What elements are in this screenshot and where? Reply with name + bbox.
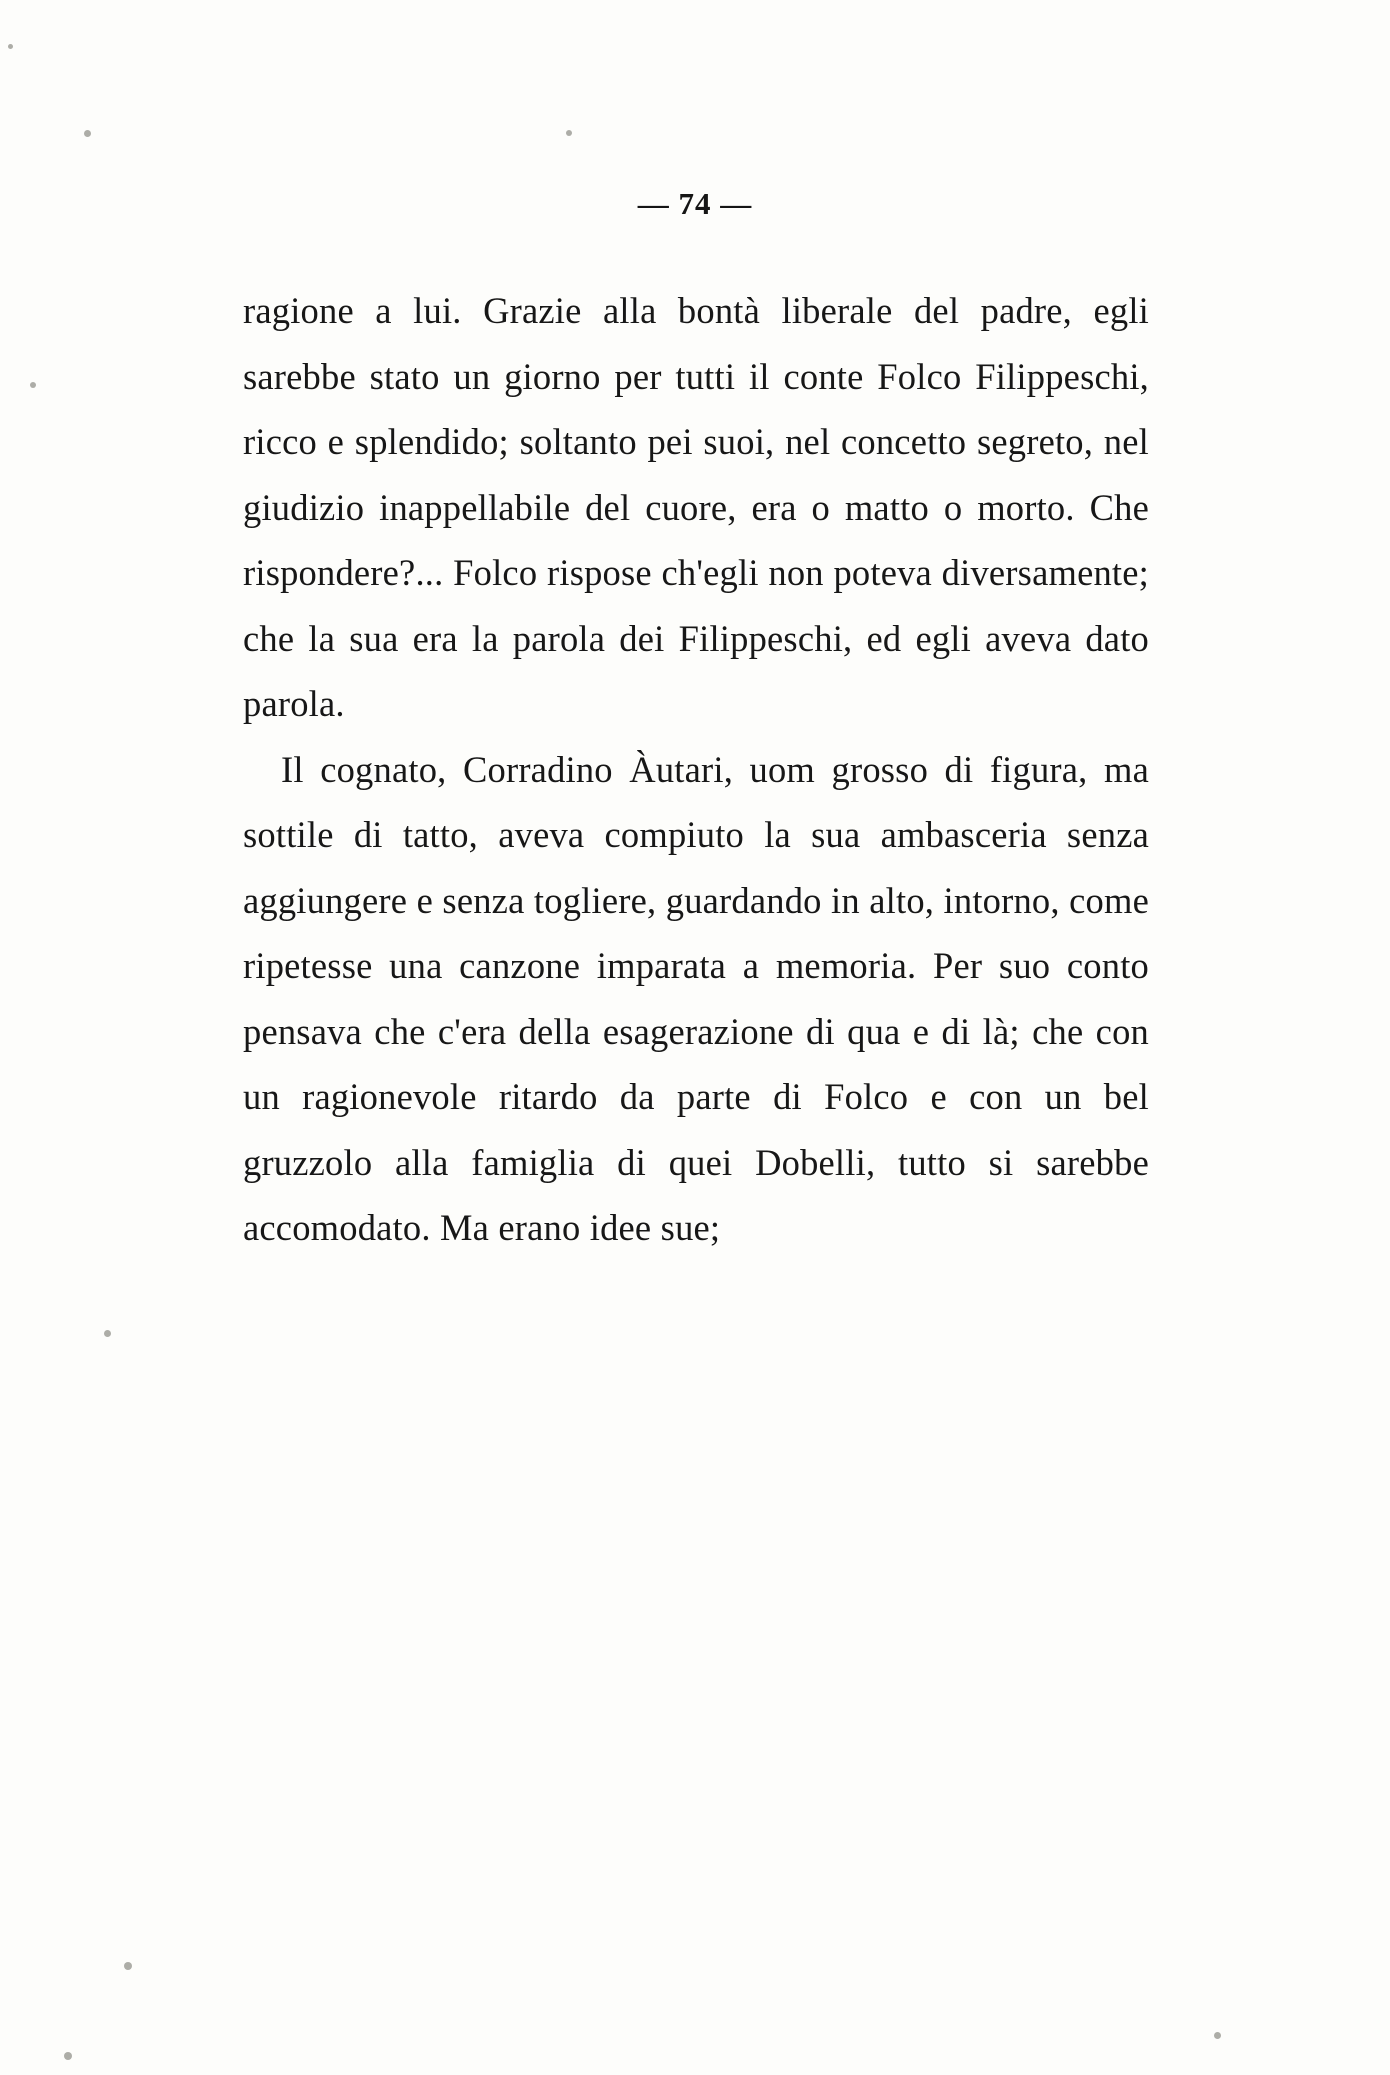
page-number: — 74 — [637, 186, 753, 221]
paper-speck [104, 1330, 111, 1337]
paper-speck [566, 130, 572, 136]
paper-speck [1214, 2032, 1221, 2039]
paper-speck [8, 44, 13, 49]
paper-speck [64, 2052, 72, 2060]
paper-speck [30, 382, 36, 388]
body-text [243, 278, 1149, 1261]
paragraph: ragione a lui. Grazie alla bontà liberale del padre, egli sarebbe stato un giorno per tutti il conte Folco Filippeschi, ricco e splendido; soltanto pei suoi, nel concetto segreto, nel giudizio inappellabile del cuore, era o matto o morto. Che rispondere?... Folco rispose ch'egli non poteva diversamente; che la sua era la parola dei Filippeschi, ed egli aveva dato parola. [243, 290, 1149, 724]
paper-speck [84, 130, 91, 137]
paragraph: Il cognato, Corradino Àutari, uom grosso di figura, ma sottile di tatto, aveva compiuto la sua ambasceria senza aggiungere e senza togliere, guardando in alto, intorno, come ripetesse una canzone imparata a memoria. Per suo conto pensava che c'era della esagerazione di qua e di là; che con un ragionevole ritardo da parte di Folco e con un bel gruzzolo alla famiglia di quei Dobelli, tutto si sarebbe accomodato. Ma erano idee sue; [243, 748, 1149, 1248]
paper-speck [124, 1962, 132, 1970]
